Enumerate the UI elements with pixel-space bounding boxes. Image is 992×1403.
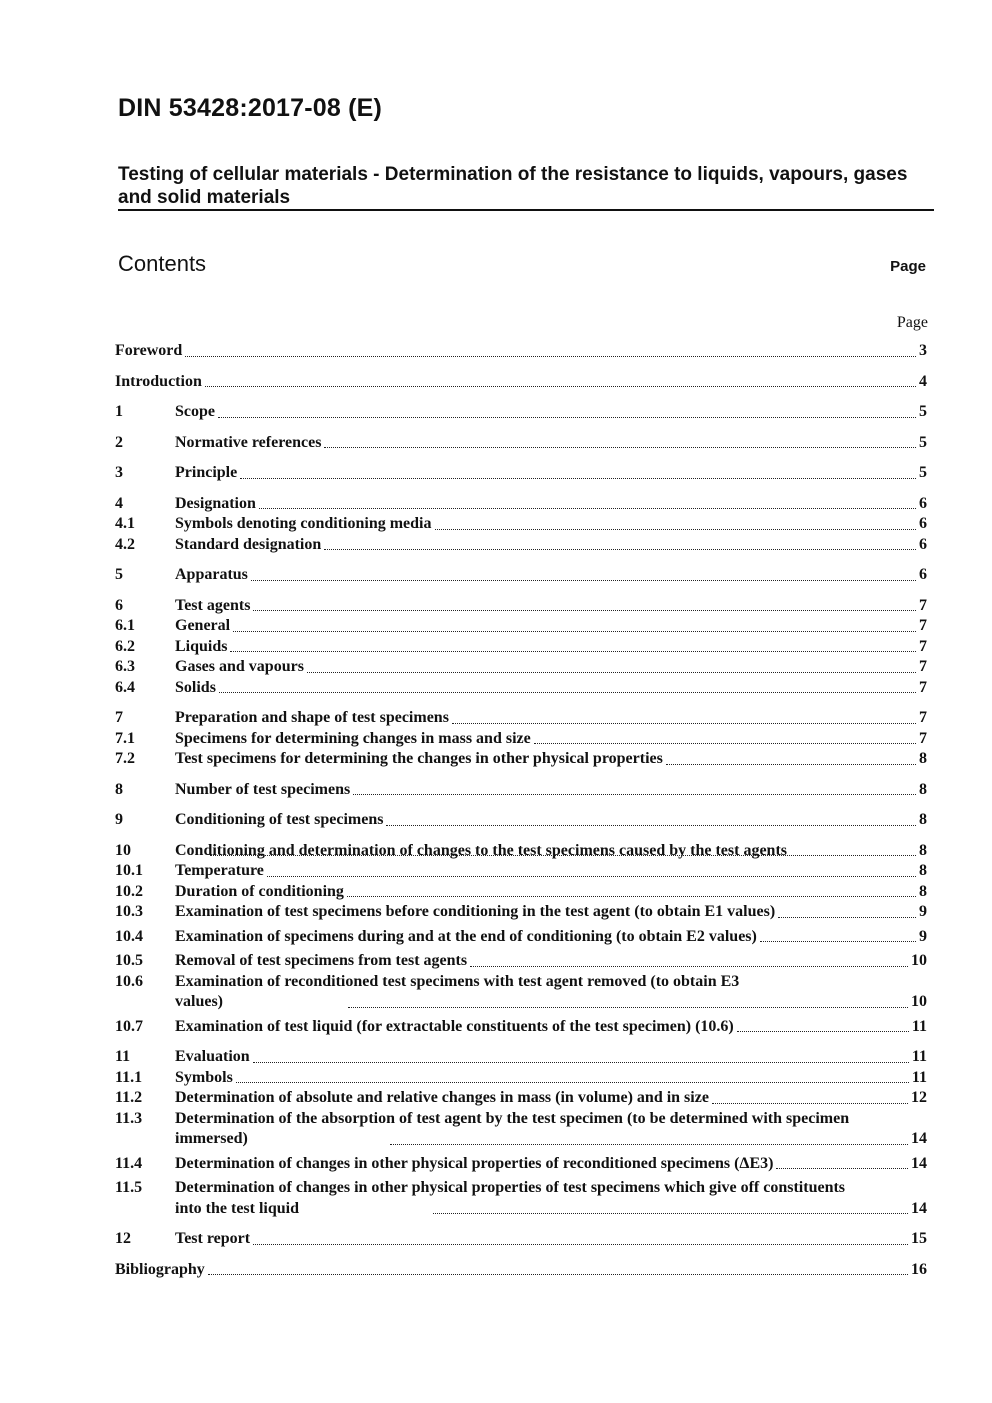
toc-leader [712,1103,908,1104]
toc-leader [253,1062,909,1063]
toc-entry[interactable] [115,372,927,393]
toc-leader [240,478,916,479]
table-of-contents [115,341,927,1280]
toc-entry-text: Determination of changes in other physical properties of test specimens which give off constituents into the test liquid [175,1179,846,1217]
toc-leader [390,1144,908,1145]
toc-entry-text: Bibliography [115,1260,205,1278]
toc-entry-number: 1 [115,403,123,420]
toc-leader [230,651,916,652]
document-id: DIN 53428:2017-08 (E) [118,94,383,122]
toc-leader [386,825,916,826]
toc-leader [219,692,916,693]
page-column-label: Page [890,258,926,275]
title-rule [118,209,934,211]
toc-leader [324,549,916,550]
toc-entry-page: 9 [919,927,927,945]
contents-heading: Contents [118,251,207,276]
toc-leader [666,764,916,765]
toc-entry-number: 11.5 [115,1179,143,1196]
toc-leader [760,941,916,942]
toc-leader [353,794,916,795]
toc-leader [233,631,916,632]
toc-entry-page: 7 [919,709,927,726]
toc-leader [435,529,917,530]
toc-entry-text: Standard designation [175,535,322,553]
toc-entry-number: 4.1 [115,515,135,532]
toc-entry-page: 4 [919,372,927,390]
toc-entry[interactable] [115,749,927,770]
toc-entry-page: 12 [911,1089,927,1106]
toc-entry[interactable] [115,810,927,831]
toc-entry-number: 11.2 [115,1089,143,1106]
toc-leader [208,1274,908,1275]
toc-entry-text: Normative references [175,433,322,451]
toc-entry[interactable] [115,494,927,515]
toc-entry-text: Scope [175,403,215,420]
toc-entry[interactable] [115,657,927,678]
toc-leader [253,610,916,611]
toc-entry[interactable] [115,1047,927,1068]
toc-entry-page: 7 [919,678,927,696]
toc-entry-number: 11 [115,1048,131,1065]
toc-entry-number: 4.2 [115,535,135,553]
toc-entry-number: 10.2 [115,882,143,900]
toc-entry-text: Symbols [175,1068,233,1086]
toc-entry[interactable] [115,1178,927,1219]
toc-entry-page: 14 [911,1130,927,1147]
toc-entry-text: Test specimens for determining the changes in other physical properties [175,750,663,767]
toc-entry[interactable] [115,402,927,423]
toc-leader [205,386,916,387]
toc-leader [259,508,916,509]
document-title: Testing of cellular materials - Determination of the resistance to liquids, vapours, gases and solid materials [118,164,908,208]
toc-entry-number: 10.6 [115,972,143,990]
toc-entry-page: 7 [919,729,927,747]
toc-leader [218,417,916,418]
toc-entry-number: 10.7 [115,1017,143,1035]
toc-leader [185,356,916,357]
toc-entry-number: 11.3 [115,1109,143,1127]
toc-entry-page: 6 [919,515,927,532]
toc-entry[interactable] [115,1109,927,1150]
toc-leader [210,855,916,856]
toc-entry-page: 8 [919,811,927,828]
toc-entry-number: 7.1 [115,729,135,747]
toc-entry-text: Principle [175,464,238,481]
toc-leader [267,876,916,877]
toc-entry-text: Gases and vapours [175,658,304,675]
toc-entry-number: 7 [115,709,123,726]
toc-entry-text: Conditioning of test specimens [175,811,384,828]
toc-entry-page: 10 [911,952,927,969]
toc-entry[interactable] [115,535,927,556]
toc-entry-text: Examination of test specimens before conditioning in the test agent (to obtain E1 values) [175,903,776,920]
toc-entry-page: 7 [919,596,927,614]
toc-entry-page: 6 [919,566,927,583]
toc-entry[interactable] [115,678,927,699]
toc-entry-text: Duration of conditioning [175,882,344,900]
toc-entry-number: 6.2 [115,637,135,655]
toc-entry-page: 7 [919,637,927,655]
toc-entry-text: Determination of changes in other physical properties of reconditioned specimens (ΔE3) [175,1154,774,1172]
toc-entry-number: 10.4 [115,927,143,945]
toc-entry[interactable] [115,596,927,617]
toc-entry-text: Preparation and shape of test specimens [175,709,449,726]
toc-entry[interactable] [115,565,927,586]
toc-entry[interactable] [115,433,927,454]
toc-entry-page: 6 [919,494,927,512]
toc-leader [236,1082,909,1083]
toc-entry-page: 7 [919,658,927,675]
toc-entry[interactable] [115,1260,927,1281]
toc-entry-number: 8 [115,780,123,798]
toc-leader [470,966,908,967]
toc-entry[interactable] [115,1088,927,1109]
toc-entry-text: Determination of the absorption of test agent by the test specimen (to be determined with specimen immersed) [175,1109,850,1147]
toc-entry-page: 11 [911,1017,927,1035]
toc-entry-text: Solids [175,678,216,696]
toc-leader [307,672,916,673]
toc-entry-page: 8 [919,750,927,767]
toc-entry-text: Examination of specimens during and at the end of conditioning (to obtain E2 values) [175,927,757,945]
toc-entry-page: 5 [919,403,927,420]
toc-entry-page: 6 [919,535,927,553]
toc-entry[interactable] [115,708,927,729]
toc-entry-number: 10.1 [115,862,143,879]
toc-entry-page: 16 [911,1260,927,1278]
toc-entry-number: 6 [115,596,123,614]
toc-entry[interactable] [115,972,927,1013]
toc-entry[interactable] [115,1154,927,1175]
toc-entry-number: 12 [115,1230,131,1247]
toc-leader [433,1213,908,1214]
toc-entry-text: Examination of reconditioned test specimens with test agent removed (to obtain E3 values) [175,972,740,1010]
toc-entry-number: 2 [115,433,123,451]
toc-entry-text: Foreword [115,342,183,359]
toc-entry[interactable] [115,514,927,535]
toc-entry-number: 4 [115,494,123,512]
toc-page-column-label: Page [896,314,928,331]
toc-entry[interactable] [115,1229,927,1250]
toc-leader [347,896,916,897]
toc-entry-text: Liquids [175,637,228,655]
toc-entry-page: 11 [911,1068,927,1086]
toc-entry-number: 10 [115,841,131,859]
toc-entry-number: 3 [115,464,123,481]
toc-entry[interactable] [115,780,927,801]
toc-entry-page: 3 [919,342,927,359]
toc-entry-page: 8 [919,841,927,859]
toc-entry[interactable] [115,861,927,882]
toc-leader [348,1007,908,1008]
toc-leader [737,1031,909,1032]
toc-leader [253,1244,908,1245]
toc-entry-page: 14 [911,1199,927,1217]
toc-entry-page: 14 [911,1154,927,1172]
toc-leader [534,743,916,744]
toc-entry-text: Designation [175,494,256,512]
toc-entry[interactable] [115,729,927,750]
toc-entry-number: 11.4 [115,1154,143,1172]
toc-entry[interactable] [115,637,927,658]
toc-entry-number: 10.3 [115,903,143,920]
toc-entry-text: Introduction [115,372,202,390]
toc-entry[interactable] [115,341,927,362]
toc-entry-text: Specimens for determining changes in mass and size [175,729,531,747]
toc-entry-text: Removal of test specimens from test agents [175,952,468,969]
toc-entry-text: Apparatus [175,566,248,583]
toc-entry-number: 11.1 [115,1068,143,1086]
toc-entry[interactable] [115,951,927,972]
toc-entry-page: 9 [919,903,927,920]
toc-entry[interactable] [115,616,927,637]
toc-entry-number: 6.1 [115,617,135,634]
toc-entry[interactable] [115,1068,927,1089]
toc-entry[interactable] [115,927,927,948]
toc-leader [324,447,916,448]
toc-entry-text: Examination of test liquid (for extractable constituents of the test specimen) (10.6) [175,1017,734,1035]
toc-entry-text: Conditioning and determination of changes to the test specimens caused by the test agents [175,841,787,859]
toc-entry-page: 7 [919,617,927,634]
toc-entry-text: Test report [175,1230,251,1247]
toc-entry[interactable] [115,463,927,484]
toc-entry-number: 5 [115,566,123,583]
toc-entry-page: 15 [911,1230,927,1247]
toc-entry-number: 10.5 [115,952,143,969]
toc-leader [251,580,916,581]
toc-entry-text: Symbols denoting conditioning media [175,515,432,532]
toc-leader [452,723,916,724]
toc-entry-page: 5 [919,464,927,481]
toc-entry-page: 8 [919,780,927,798]
toc-entry-text: General [175,617,231,634]
toc-entry-page: 8 [919,882,927,900]
toc-entry-text: Evaluation [175,1048,250,1065]
toc-entry[interactable] [115,1017,927,1038]
toc-entry-page: 5 [919,433,927,451]
toc-entry-text: Temperature [175,862,264,879]
toc-leader [776,1168,908,1169]
toc-entry-number: 6.4 [115,678,135,696]
toc-entry-page: 8 [919,862,927,879]
toc-entry-text: Number of test specimens [175,780,351,798]
toc-entry-number: 9 [115,811,123,828]
toc-entry-text: Determination of absolute and relative changes in mass (in volume) and in size [175,1089,709,1106]
toc-entry-text: Test agents [175,596,251,614]
toc-entry-number: 6.3 [115,658,135,675]
toc-leader [778,917,916,918]
toc-entry[interactable] [115,882,927,903]
toc-entry[interactable] [115,841,927,862]
toc-entry[interactable] [115,902,927,923]
toc-entry-page: 11 [911,1048,927,1065]
toc-entry-number: 7.2 [115,750,135,767]
toc-entry-page: 10 [911,993,927,1010]
